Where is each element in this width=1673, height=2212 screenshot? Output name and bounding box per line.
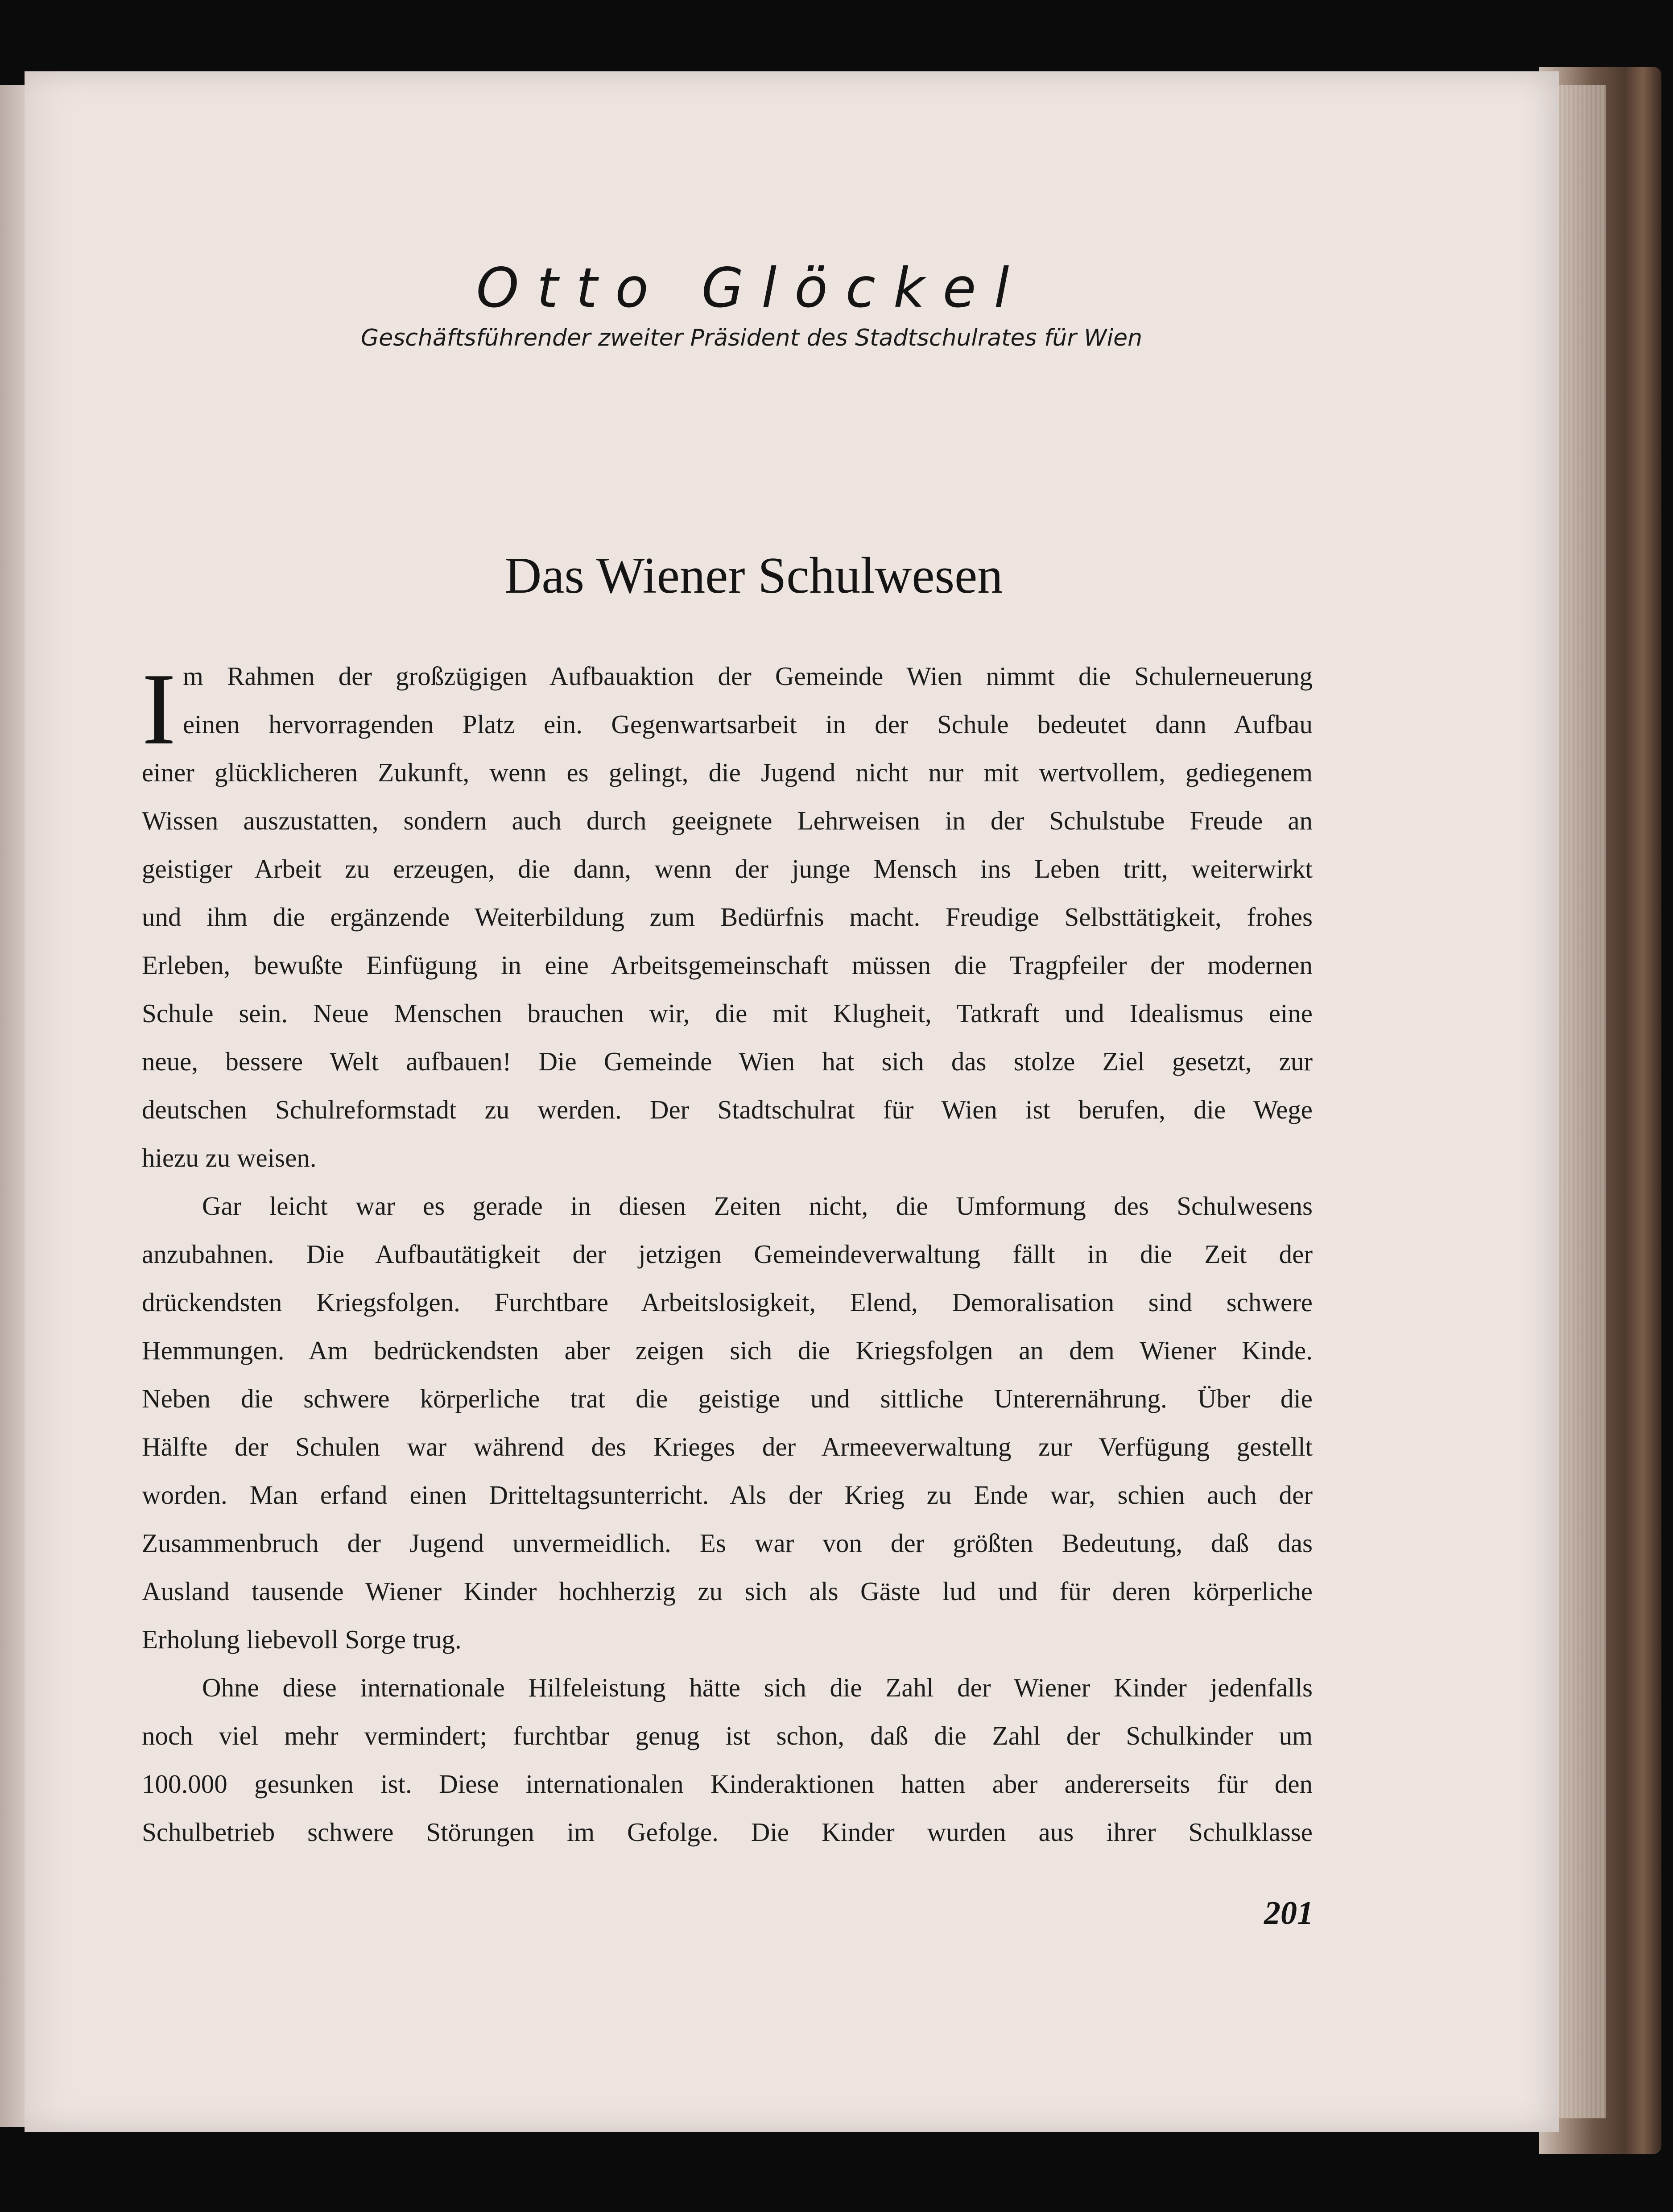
text-line: Hälfte der Schulen war während des Krieges der Armeeverwaltung zur Verfügung gestellt bbox=[142, 1432, 1313, 1461]
text-line: hiezu zu weisen. bbox=[142, 1143, 317, 1172]
article-title: Das Wiener Schulwesen bbox=[504, 547, 1003, 604]
text-line: einer glücklicheren Zukunft, wenn es gelingt, die Jugend nicht nur mit wertvollem, gediegenem bbox=[142, 758, 1313, 787]
drop-cap: I bbox=[142, 652, 176, 766]
facing-page-edge bbox=[0, 85, 27, 2127]
text-line: drückendsten Kriegsfolgen. Furchtbare Arbeitslosigkeit, Elend, Demoralisation sind schwere bbox=[142, 1288, 1313, 1317]
text-line: neue, bessere Welt aufbauen! Die Gemeinde Wien hat sich das stolze Ziel gesetzt, zur bbox=[142, 1047, 1313, 1076]
text-line: Hemmungen. Am bedrückendsten aber zeigen sich die Kriegsfolgen an dem Wiener Kinde. bbox=[142, 1336, 1313, 1365]
text-line: Ohne diese internationale Hilfeleistung hätte sich die Zahl der Wiener Kinder jedenfalls bbox=[202, 1673, 1313, 1702]
text-line: Schule sein. Neue Menschen brauchen wir, die mit Klugheit, Tatkraft und Idealismus eine bbox=[142, 999, 1313, 1028]
text-line: Schulbetrieb schwere Störungen im Gefolge. Die Kinder wurden aus ihrer Schulklasse bbox=[142, 1817, 1313, 1847]
text-line: deutschen Schulreformstadt zu werden. Der Stadtschulrat für Wien ist berufen, die Wege bbox=[142, 1095, 1313, 1124]
text-line: Gar leicht war es gerade in diesen Zeiten nicht, die Umformung des Schulwesens bbox=[202, 1191, 1313, 1221]
text-line: 100.000 gesunken ist. Diese internationalen Kinderaktionen hatten aber andererseits für den bbox=[142, 1769, 1313, 1799]
text-line: noch viel mehr vermindert; furchtbar genug ist schon, daß die Zahl der Schulkinder um bbox=[142, 1721, 1313, 1750]
text-line: worden. Man erfand einen Dritteltagsunterricht. Als der Krieg zu Ende war, schien auch der bbox=[142, 1480, 1313, 1510]
text-line: Erleben, bewußte Einfügung in eine Arbeitsgemeinschaft müssen die Tragpfeiler der modernen bbox=[142, 950, 1313, 980]
text-line: Zusammenbruch der Jugend unvermeidlich. Es war von der größten Bedeutung, daß das bbox=[142, 1528, 1313, 1558]
text-line: einen hervorragenden Platz ein. Gegenwartsarbeit in der Schule bedeutet dann Aufbau bbox=[183, 710, 1313, 739]
text-line: Ausland tausende Wiener Kinder hochherzig zu sich als Gäste lud und für deren körperliche bbox=[142, 1576, 1313, 1606]
text-line: Neben die schwere körperliche trat die geistige und sittliche Unterernährung. Über die bbox=[142, 1384, 1313, 1413]
author-name: Otto Glöckel bbox=[476, 256, 1027, 320]
text-line: und ihm die ergänzende Weiterbildung zum Bedürfnis macht. Freudige Selbsttätigkeit, frohes bbox=[142, 902, 1313, 932]
text-line: geistiger Arbeit zu erzeugen, die dann, wenn der junge Mensch ins Leben tritt, weiterwirkt bbox=[142, 854, 1313, 883]
text-line: Wissen auszustatten, sondern auch durch geeignete Lehrweisen in der Schulstube Freude an bbox=[142, 806, 1313, 835]
text-line: anzubahnen. Die Aufbautätigkeit der jetzigen Gemeindeverwaltung fällt in die Zeit der bbox=[142, 1239, 1313, 1269]
author-role: Geschäftsführender zweiter Präsident des Stadtschulrates für Wien bbox=[360, 325, 1143, 351]
text-line: m Rahmen der großzügigen Aufbauaktion der Gemeinde Wien nimmt die Schulerneuerung bbox=[183, 661, 1313, 691]
text-line: Erholung liebevoll Sorge trug. bbox=[142, 1625, 462, 1654]
page-number: 201 bbox=[1264, 1895, 1314, 1931]
article-body bbox=[142, 652, 1313, 1856]
